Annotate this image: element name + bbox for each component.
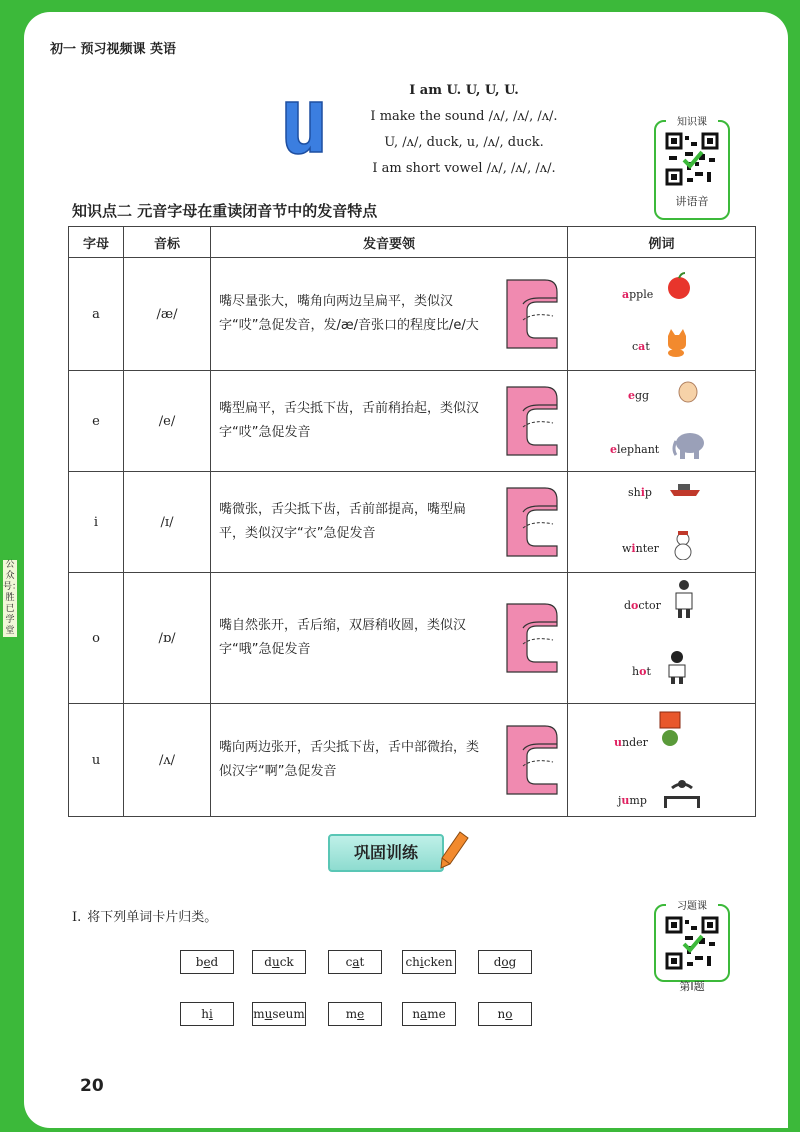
side-watermark: 公众号：胜已学堂	[3, 560, 22, 636]
word-card[interactable]: museum	[252, 1002, 306, 1026]
qr-knowledge[interactable]	[654, 117, 730, 220]
verse-line: I am short vowel /ʌ/, /ʌ/, /ʌ/.	[372, 161, 556, 176]
table-header: 字母	[69, 227, 124, 258]
example-word: doctor	[624, 599, 661, 612]
qr-top-caption: 知识课	[666, 113, 718, 128]
word-card[interactable]: chicken	[402, 950, 456, 974]
row-letter: a	[69, 258, 124, 371]
table-row	[69, 371, 756, 472]
example-word: elephant	[610, 443, 660, 456]
word-card[interactable]: no	[478, 1002, 532, 1026]
example-word: jump	[618, 794, 647, 807]
row-symbol: /æ/	[124, 258, 211, 371]
mouth-diagram-icon	[499, 276, 559, 352]
mouth-diagram-icon	[499, 383, 559, 459]
table-header-row	[69, 227, 756, 258]
table-row	[69, 573, 756, 704]
example-word: apple	[622, 288, 654, 301]
word-card[interactable]: bed	[180, 950, 234, 974]
verse-line: I am U. U, U, U.	[409, 83, 519, 98]
verse-line: U, /ʌ/, duck, u, /ʌ/, duck.	[384, 135, 544, 150]
example-word: hot	[632, 665, 651, 678]
page-header: 初一 预习视频课 英语	[50, 42, 177, 57]
exercise-number: Ⅰ.	[72, 910, 82, 925]
table-row	[69, 704, 756, 817]
table-row	[69, 472, 756, 573]
row-letter: e	[69, 371, 124, 472]
row-symbol: /e/	[124, 371, 211, 472]
word-card[interactable]: hi	[180, 1002, 234, 1026]
mouth-diagram-icon	[499, 484, 559, 560]
table-header: 音标	[124, 227, 211, 258]
pencil-icon	[438, 830, 470, 870]
mouth-diagram-icon	[499, 600, 559, 676]
row-tip: 嘴向两边张开，舌尖抵下齿，舌中部微抬，类似汉字“啊”急促发音	[219, 740, 480, 779]
phonics-table	[68, 226, 756, 817]
example-word: egg	[628, 389, 650, 402]
example-word: ship	[628, 486, 652, 499]
row-letter: o	[69, 573, 124, 704]
word-card[interactable]: name	[402, 1002, 456, 1026]
example-word: under	[614, 736, 648, 749]
example-word: winter	[622, 542, 659, 555]
egg-icon	[676, 379, 700, 403]
mouth-diagram-icon	[499, 722, 559, 798]
page-number: 20	[80, 1076, 104, 1096]
jump-icon	[662, 778, 702, 808]
qr-bottom-caption: 讲语音	[675, 195, 709, 208]
row-letter: u	[69, 704, 124, 817]
hot-person-icon	[664, 649, 690, 685]
elephant-icon	[672, 429, 708, 461]
row-symbol: /ʌ/	[124, 704, 211, 817]
box-ball-icon	[656, 710, 684, 748]
row-tip: 嘴自然张开，舌后缩，双唇稍收圆，类似汉字“哦”急促发音	[219, 618, 467, 657]
row-symbol: /ɪ/	[124, 472, 211, 573]
cat-icon	[662, 328, 690, 358]
table-header: 发音要领	[211, 227, 568, 258]
section-title: 知识点二 元音字母在重读闭音节中的发音特点	[72, 202, 378, 220]
row-tip: 嘴微张，舌尖抵下齿，舌前部提高，嘴型扁平，类似汉字“衣”急促发音	[219, 502, 467, 541]
snowman-icon	[672, 530, 694, 560]
qr-code-icon	[665, 916, 719, 970]
exercise-text: 将下列单词卡片归类。	[87, 910, 218, 925]
qr-top-caption: 习题课	[666, 897, 718, 912]
row-tip: 嘴尽量张大，嘴角向两边呈扁平，类似汉字“哎”急促发音，发/æ/音张口的程度比/e/大	[219, 294, 479, 333]
word-card[interactable]: dog	[478, 950, 532, 974]
verse-line: I make the sound /ʌ/, /ʌ/, /ʌ/.	[370, 109, 558, 124]
qr-bottom-caption: 第Ⅰ题	[679, 980, 705, 993]
training-banner: 巩固训练	[328, 834, 444, 872]
row-tip: 嘴型扁平，舌尖抵下齿，舌前稍抬起，类似汉字“哎”急促发音	[219, 401, 480, 440]
table-header: 例词	[568, 227, 756, 258]
word-card[interactable]: cat	[328, 950, 382, 974]
example-word: cat	[632, 340, 650, 353]
verse	[314, 78, 614, 182]
qr-code-icon	[665, 132, 719, 186]
row-letter: i	[69, 472, 124, 573]
word-card[interactable]: me	[328, 1002, 382, 1026]
qr-exercise[interactable]	[654, 901, 730, 993]
page	[24, 12, 788, 1128]
doctor-icon	[672, 579, 696, 619]
word-card[interactable]: duck	[252, 950, 306, 974]
ship-icon	[668, 480, 702, 498]
exercise-instruction	[72, 906, 217, 925]
apple-icon	[666, 272, 692, 300]
row-symbol: /ɒ/	[124, 573, 211, 704]
table-row	[69, 258, 756, 371]
